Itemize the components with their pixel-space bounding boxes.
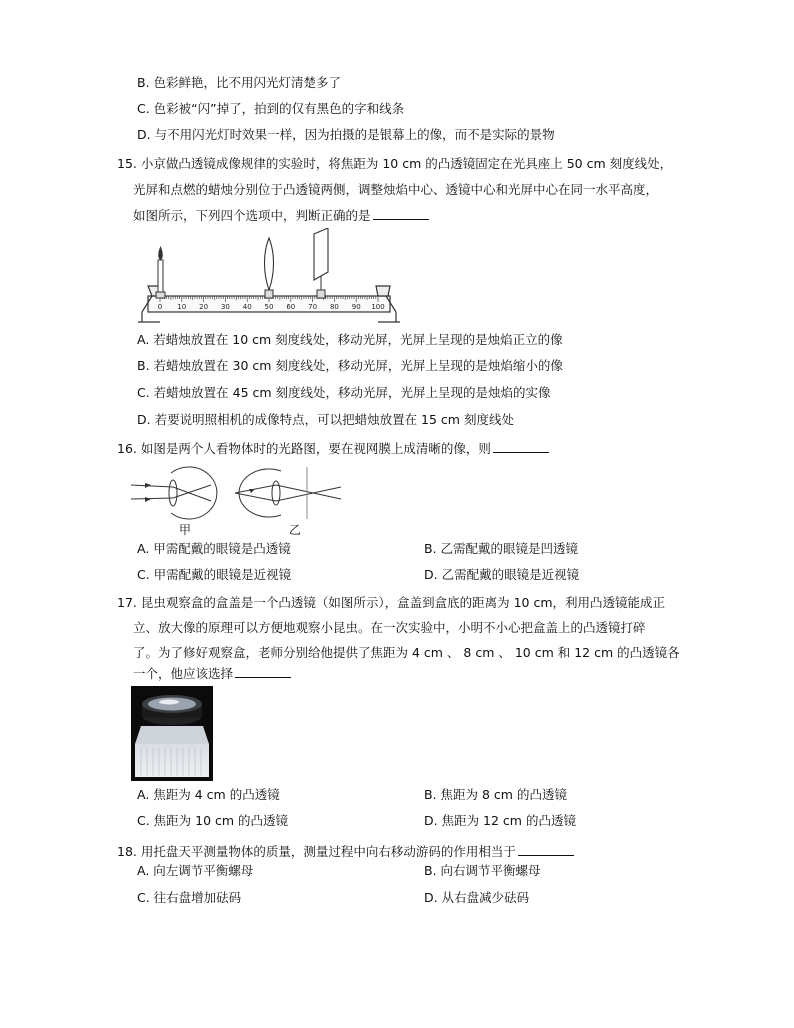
q16-option-a: A. 甲需配戴的眼镜是凸透镜 [137,541,291,556]
answer-blank [235,664,291,678]
q15-option-a: A. 若蜡烛放置在 10 cm 刻度线处，移动光屏，光屏上呈现的是烛焰正立的像 [137,332,563,347]
q17-option-c: C. 焦距为 10 cm 的凸透镜 [137,813,289,828]
q15-stem-line1: 15. 小京做凸透镜成像规律的实验时，将焦距为 10 cm 的凸透镜固定在光具座上 50 cm 刻度线处， [117,156,673,171]
eye-diagram-figure [131,463,343,535]
light-screen-icon [314,228,328,298]
ruler-tick-label: 10 [177,303,187,311]
q17-option-a: A. 焦距为 4 cm 的凸透镜 [137,787,280,802]
ruler-tick-label: 80 [329,303,339,311]
q16-option-d: D. 乙需配戴的眼镜是近视镜 [424,567,580,582]
q17-stem-line3: 了。为了修好观察盒，老师分别给他提供了焦距为 4 cm 、 8 cm 、 10 cm 和 12 cm 的凸透镜各 [133,645,680,660]
q16-stem-text: 16. 如图是两个人看物体时的光路图，要在视网膜上成清晰的像，则 [117,441,491,456]
q18-stem [117,842,574,861]
ruler-tick-label: 20 [199,303,209,311]
q14-option-d: D. 与不用闪光灯时效果一样，因为拍摄的是银幕上的像，而不是实际的景物 [137,127,555,142]
answer-blank [373,206,429,220]
q14-option-c: C. 色彩被“闪”掉了，拍到的仅有黑色的字和线条 [137,101,405,116]
q17-stem-line4 [133,664,291,683]
insect-box-photo [131,686,213,781]
q16-option-c: C. 甲需配戴的眼镜是近视镜 [137,567,292,582]
q15-stem-text: 如图所示，下列四个选项中，判断正确的是 [133,208,371,223]
q18-option-c: C. 往右盘增加砝码 [137,890,242,905]
q15-stem-line2: 光屏和点燃的蜡烛分别位于凸透镜两侧，调整烛焰中心、透镜中心和光屏中心在同一水平高度， [133,182,659,197]
ruler-tick-label: 70 [308,303,318,311]
q18-option-b: B. 向右调节平衡螺母 [424,863,541,878]
q17-stem-text: 一个，他应该选择 [133,666,234,681]
q17-stem-line1: 17. 昆虫观察盒的盒盖是一个凸透镜（如图所示），盒盖到盒底的距离为 10 cm，利用凸透镜能成正 [117,595,666,610]
q15-option-c: C. 若蜡烛放置在 45 cm 刻度线处，移动光屏，光屏上呈现的是烛焰的实像 [137,385,551,400]
ruler-tick-label: 40 [242,303,252,311]
q16-option-b: B. 乙需配戴的眼镜是凹透镜 [424,541,579,556]
q18-option-d: D. 从右盘减少砝码 [424,890,530,905]
label-yi: 乙 [289,523,302,537]
q18-stem-text: 18. 用托盘天平测量物体的质量，测量过程中向右移动游码的作用相当于 [117,844,516,859]
convex-lens-icon [265,238,274,298]
q17-stem-line2: 立、放大像的原理可以方便地观察小昆虫。在一次实验中，小明不小心把盒盖上的凸透镜打碎 [133,620,646,635]
q17-option-d: D. 焦距为 12 cm 的凸透镜 [424,813,576,828]
ruler-tick-label: 30 [220,303,230,311]
q16-stem [117,439,549,458]
q14-option-b: B. 色彩鲜艳，比不用闪光灯清楚多了 [137,75,342,90]
q15-stem-line3 [133,206,429,225]
answer-blank [493,439,549,453]
ruler-tick-label: 90 [351,303,361,311]
ruler-tick-label: 60 [286,303,296,311]
answer-blank [518,842,574,856]
q15-option-d: D. 若要说明照相机的成像特点，可以把蜡烛放置在 15 cm 刻度线处 [137,412,514,427]
optical-bench-figure [138,228,400,324]
ruler-tick-label: 100 [371,303,385,311]
ruler-tick-label: 50 [264,303,274,311]
q17-option-b: B. 焦距为 8 cm 的凸透镜 [424,787,567,802]
label-jia: 甲 [179,523,192,537]
q15-option-b: B. 若蜡烛放置在 30 cm 刻度线处，移动光屏，光屏上呈现的是烛焰缩小的像 [137,358,563,373]
q18-option-a: A. 向左调节平衡螺母 [137,863,254,878]
ruler-tick-label: 0 [157,303,163,311]
